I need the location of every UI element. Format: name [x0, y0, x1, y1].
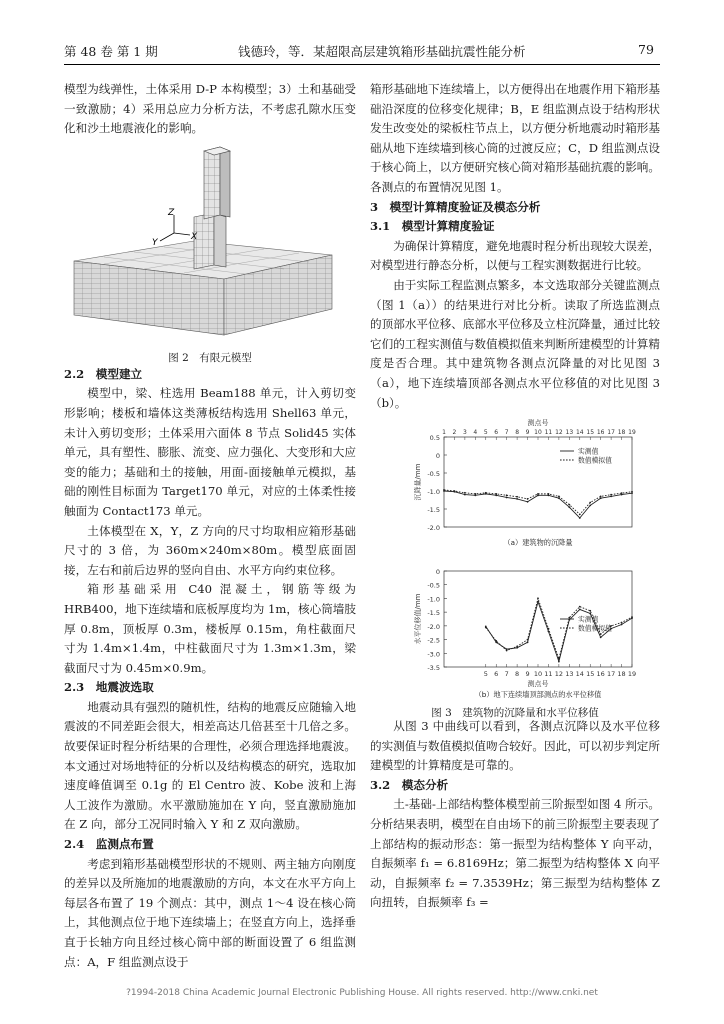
data-point — [506, 650, 508, 652]
data-point — [464, 492, 466, 494]
data-point — [589, 505, 591, 507]
x-tick-label: 17 — [607, 429, 615, 437]
x-tick-label: 2 — [452, 429, 457, 437]
x-tick-label: 5 — [483, 429, 488, 437]
legend-label: 数值模拟值 — [578, 624, 612, 633]
data-point — [568, 504, 570, 506]
data-point — [621, 492, 623, 494]
section-3-2-title: 3.2 模态分析 — [370, 777, 449, 792]
x-tick-label: 9 — [525, 429, 530, 437]
x-tick-label: 8 — [515, 429, 520, 437]
right-para-after-fig: 从图 3 中曲线可以看到，各测点沉降以及水平位移的实测值与数值模拟值吻合较好。因此，可以初步判定所建模型的计算精度是可靠的。 — [370, 719, 660, 773]
data-point — [558, 658, 560, 660]
data-point — [516, 646, 518, 648]
header-rule — [64, 64, 660, 65]
data-point — [631, 616, 633, 618]
x-axis-label: 测点号 — [527, 680, 549, 689]
x-tick-label: 14 — [575, 429, 584, 437]
section-3-1-para-1: 为确保计算精度，避免地震时程分析出现较大误差，对模型进行静态分析，以便与工程实测数据进行比较。 — [370, 238, 660, 273]
data-point — [495, 640, 497, 642]
fe-model-image — [64, 143, 356, 343]
data-point — [579, 517, 581, 519]
x-tick-label: 6 — [494, 429, 499, 437]
data-point — [589, 610, 591, 612]
section-2-2-para-2: 土体模型在 X，Y，Z 方向的尺寸均取相应箱形基础尺寸的 3 倍，为 360m×240m×80m。模型底面固接，左右和前后边界的竖向自由、水平方向约束位移。 — [64, 523, 356, 577]
section-2-4-para-1: 考虑到箱形基础模型形状的不规则、两主轴方向刚度的差异以及所施加的地震激励的方向，本文在水平方向上每层各布置了 19 个测点：其中，测点 1～4 设在核心筒上，其他测点位于地下连续墙上；在竖直方向上，选择垂直于长轴方向且经过核心筒中部的断面设置了 6 组监测点：A，F 组监测点设于 — [64, 856, 356, 969]
axis-label-z: Z — [168, 207, 175, 218]
data-point — [516, 496, 518, 498]
y-tick-label: -1.0 — [427, 595, 440, 604]
x-tick-label: 12 — [554, 670, 564, 679]
x-tick-label: 1 — [442, 429, 446, 437]
section-3-1-title: 3.1 模型计算精度验证 — [370, 219, 495, 234]
running-title: 钱德玲，等．某超限高层建筑箱形基础抗震性能分析 — [238, 44, 526, 59]
section-2-2-para-1: 模型中，梁、柱选用 Beam188 单元，计入剪切变形影响；楼板和墙体这类薄板结构选用 Shell63 单元，未计入剪切变形；土体采用六面体 8 节点 Solid45 实体单元，具有塑性、膨胀、流变、应力强化、大变形和大应变的能力；基础和土的接触，用面-面接触单元模拟，基础的刚性目标面为 Target170 单元，对应的土体柔性接触面为 Contact173 单元。 — [64, 386, 356, 518]
axis-label-y: Y — [152, 237, 158, 248]
legend-label: 实测值 — [578, 447, 599, 456]
fig3-charts — [370, 415, 660, 701]
x-tick-label: 8 — [515, 670, 520, 679]
x-tick-label: 18 — [617, 429, 626, 437]
copyright-footer: ?1994-2018 China Academic Journal Electronic Publishing House. All rights reserved. http://www.cnki.net — [126, 988, 598, 998]
data-point — [485, 492, 487, 494]
x-tick-label: 13 — [565, 670, 574, 679]
x-tick-label: 10 — [534, 429, 542, 437]
x-tick-label: 18 — [617, 670, 626, 679]
data-point — [579, 606, 581, 608]
x-tick-label: 6 — [494, 670, 499, 679]
journal-volume-issue: 第 48 卷 第 1 期 — [64, 44, 158, 59]
data-point — [600, 496, 602, 498]
x-tick-label: 17 — [606, 670, 616, 679]
section-3-1-para-2: 由于实际工程监测点繁多，本文选取部分关键监测点（图 1（a））的结果进行对比分析。读取了所选监测点的顶部水平位移、底部水平位移及立柱沉降量，通过比较它们的工程实测值与数值模拟值来判断所建模型的计算精度是否合理。其中建筑物各测点沉降量的对比见图 3（a），地下连续墙顶部各测点水平位移值的对比见图 3（b）。 — [370, 277, 660, 410]
data-point — [568, 506, 570, 508]
data-point — [527, 639, 529, 641]
data-point — [474, 493, 476, 495]
data-point — [600, 497, 602, 499]
data-point — [506, 495, 508, 497]
x-tick-label: 15 — [586, 429, 595, 437]
data-point — [621, 622, 623, 624]
data-point — [443, 489, 445, 491]
section-2-4-title: 2.4 监测点布置 — [64, 837, 154, 852]
x-tick-label: 19 — [627, 670, 637, 679]
x-tick-label: 19 — [628, 429, 636, 437]
left-column — [64, 80, 356, 972]
section-3-2-para-1: 土-基础-上部结构整体模型前三阶振型如图 4 所示。分析结果表明，模型在自由场下的前三阶振型主要表现了上部结构的振动形态：第一振型为结构整体 Y 向平动，自振频率 f₁ = 6.8169Hz；第二振型为结构整体 X 向平动，自振频率 f₂ = 7.3539Hz；第三振型为结构整体 Z 向扭转，自振频率 f₃ = — [370, 797, 660, 910]
data-point — [537, 598, 539, 600]
top-axis-label: 测点号 — [527, 419, 549, 428]
data-point — [527, 501, 529, 503]
chart1-title: （a）建筑物的沉降量 — [503, 538, 573, 548]
data-point — [527, 498, 529, 500]
data-point — [558, 496, 560, 498]
section-2-3-title: 2.3 地震波选取 — [64, 680, 154, 695]
legend-label: 数值模拟值 — [578, 456, 612, 465]
chart2-title: （b）地下连续墙顶部测点的水平位移值 — [474, 690, 602, 700]
y-axis-label: 沉降量/mm — [414, 463, 422, 501]
data-point — [495, 493, 497, 495]
chart2-frame — [444, 571, 632, 667]
data-point — [600, 633, 602, 635]
section-2-3-para-1: 地震动具有强烈的随机性，结构的地震反应随输入地震波的不同差距会很大，相差高达几倍甚至十几倍之多。故要保证时程分析结果的合理性，必须合理选择地震波。本文通过对场地特征的分析以及结构模态的研究，选取加速度峰值调至 0.1g 的 El Centro 波、Kobe 波和上海人工波作为激励。水平激励施加在 Y 向，竖直激励施加在 Z 向，部分工况同时输入 Y 和 Z 双向激励。 — [64, 699, 356, 832]
x-tick-label: 7 — [504, 670, 509, 679]
x-tick-label: 3 — [462, 429, 467, 437]
y-tick-label: -3.5 — [427, 664, 440, 673]
data-point — [579, 514, 581, 516]
x-tick-label: 11 — [544, 429, 553, 437]
y-tick-label: -1.5 — [427, 609, 440, 618]
data-point — [506, 497, 508, 499]
x-tick-label: 5 — [483, 670, 488, 679]
y-tick-label: 0 — [435, 452, 440, 461]
data-point — [610, 494, 612, 496]
y-tick-label: -2.0 — [427, 524, 440, 533]
x-tick-label: 4 — [473, 429, 478, 437]
fig2-figure — [64, 143, 356, 365]
page-number: 79 — [638, 42, 654, 57]
data-point — [454, 490, 456, 492]
y-tick-label: -0.5 — [427, 470, 440, 479]
data-point — [558, 661, 560, 663]
data-point — [537, 493, 539, 495]
x-tick-label: 10 — [533, 670, 543, 679]
x-tick-label: 16 — [596, 429, 605, 437]
y-axis-label: 水平位移值/mm — [414, 593, 422, 645]
x-tick-label: 13 — [565, 429, 574, 437]
x-tick-label: 7 — [504, 429, 509, 437]
y-tick-label: -3.0 — [427, 650, 440, 659]
y-tick-label: 0 — [435, 568, 440, 577]
data-point — [527, 642, 529, 644]
data-point — [600, 637, 602, 639]
data-point — [516, 498, 518, 500]
y-tick-label: -1.5 — [427, 506, 440, 515]
axis-label-x: X — [191, 231, 198, 242]
y-tick-label: -2.0 — [427, 622, 440, 631]
y-tick-label: 0.5 — [429, 434, 440, 443]
x-tick-label: 16 — [596, 670, 605, 679]
section-3-title: 3 模型计算精度验证及模态分析 — [370, 199, 541, 214]
x-tick-label: 12 — [555, 429, 563, 437]
data-point — [568, 617, 570, 619]
fig3-caption: 图 3 建筑物的沉降量和水平位移值 — [431, 706, 599, 719]
data-point — [548, 493, 550, 495]
data-point — [579, 609, 581, 611]
x-tick-label: 14 — [575, 670, 584, 679]
y-tick-label: -1.0 — [427, 488, 440, 497]
intro-paragraph: 模型为线弹性，土体采用 D-P 本构模型；3）土和基础受一致激励；4）采用总应力分析方法，不考虑孔隙水压变化和沙土地震液化的影响。 — [64, 82, 356, 136]
right-para-0: 箱形基础地下连续墙上，以方便得出在地震作用下箱形基础沿深度的位移变化规律；B，E 组监测点设于结构形状发生改变处的梁板柱节点上，以方便分析地震动时箱形基础从地下连续墙到核心筒的过渡反应；C，D 组监测点设于核心筒上，以方便研究核心筒对箱形基础抗震的影响。各测点的布置情况见图 1。 — [370, 82, 660, 194]
fig2-caption: 图 2 有限元模型 — [168, 352, 252, 365]
data-point — [485, 627, 487, 629]
data-point — [464, 494, 466, 496]
data-point — [631, 491, 633, 493]
data-point — [610, 496, 612, 498]
legend-label: 实测值 — [578, 615, 599, 624]
chart1-frame — [444, 437, 632, 527]
x-tick-label: 11 — [544, 670, 553, 679]
fig3-figure — [370, 415, 660, 717]
x-tick-label: 15 — [586, 670, 595, 679]
data-point — [621, 624, 623, 626]
data-point — [558, 497, 560, 499]
y-tick-label: -0.5 — [427, 581, 440, 590]
data-point — [548, 628, 550, 630]
data-point — [589, 502, 591, 504]
section-2-2-para-3: 箱形基础采用 C40 混凝土，钢筋等级为 HRB400，地下连续墙和底板厚度均为 1m，核心筒墙肢厚 0.8m，顶板厚 0.3m，楼板厚 0.15m，角柱截面尺寸为 1.4m×1.4m，中柱截面尺寸为 1.3m×1.3m，梁截面尺寸为 0.45m×0.9m。 — [64, 582, 356, 675]
y-tick-label: -2.5 — [427, 636, 440, 645]
x-tick-label: 9 — [525, 670, 530, 679]
section-2-2-title: 2.2 模型建立 — [64, 366, 143, 381]
right-column — [370, 80, 660, 913]
